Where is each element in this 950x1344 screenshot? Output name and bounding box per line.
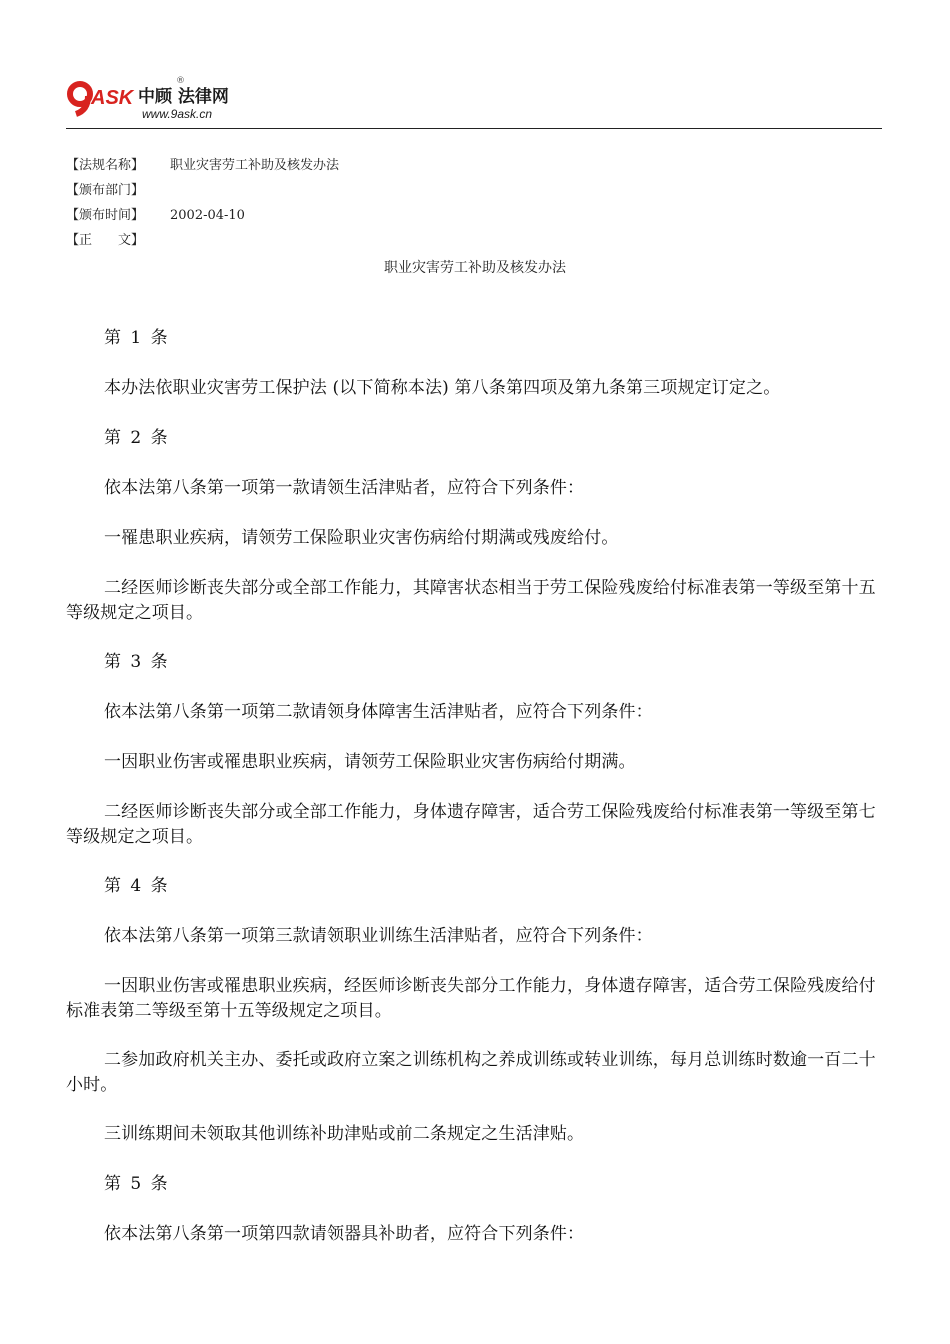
document-title: 职业灾害劳工补助及核发办法 xyxy=(384,260,566,276)
site-logo[interactable] xyxy=(66,70,266,126)
paragraph: 三训练期间未领取其他训练补助津贴或前二条规定之生活津贴。 xyxy=(104,1124,585,1144)
metadata-key: 【颁布部门】 xyxy=(66,183,145,198)
svg-text:www.9ask.cn: www.9ask.cn xyxy=(142,107,213,121)
article-heading: 第 4 条 xyxy=(104,876,168,896)
metadata-row xyxy=(66,153,339,178)
metadata-value: 2002-04-10 xyxy=(170,208,245,223)
metadata-row xyxy=(66,178,339,203)
metadata-key: 【颁布时间】 xyxy=(66,208,145,223)
svg-text:®: ® xyxy=(176,76,185,86)
paragraph: 一因职业伤害或罹患职业疾病，请领劳工保险职业灾害伤病给付期满。 xyxy=(104,752,636,772)
9ask-logo-icon xyxy=(66,70,266,126)
paragraph: 依本法第八条第一项第二款请领身体障害生活津贴者，应符合下列条件： xyxy=(104,702,653,722)
paragraph: 依本法第八条第一项第三款请领职业训练生活津贴者，应符合下列条件： xyxy=(104,926,653,946)
header-divider xyxy=(66,128,882,129)
article-heading: 第 1 条 xyxy=(104,328,168,348)
metadata-key: 【法规名称】 xyxy=(66,158,145,173)
paragraph: 一罹患职业疾病，请领劳工保险职业灾害伤病给付期满或残废给付。 xyxy=(104,528,619,548)
paragraph: 二参加政府机关主办、委托或政府立案之训练机构之养成训练或转业训练，每月总训练时数逾一百二十小时。 xyxy=(66,1050,876,1095)
paragraph: 依本法第八条第一项第一款请领生活津贴者，应符合下列条件： xyxy=(104,478,585,498)
svg-text:中顾 法律网: 中顾 法律网 xyxy=(138,87,229,107)
paragraph: 二经医师诊断丧失部分或全部工作能力，其障害状态相当于劳工保险残废给付标准表第一等级至第十五等级规定之项目。 xyxy=(66,578,876,623)
paragraph: 本办法依职业灾害劳工保护法 (以下简称本法) 第八条第四项及第九条第三项规定订定之。 xyxy=(104,378,781,398)
paragraph: 依本法第八条第一项第四款请领器具补助者，应符合下列条件： xyxy=(104,1224,585,1244)
article-heading: 第 5 条 xyxy=(104,1174,168,1194)
paragraph: 一因职业伤害或罹患职业疾病，经医师诊断丧失部分工作能力，身体遗存障害，适合劳工保险残废给付标准表第二等级至第十五等级规定之项目。 xyxy=(66,976,876,1021)
paragraph: 二经医师诊断丧失部分或全部工作能力，身体遗存障害，适合劳工保险残废给付标准表第一等级至第七等级规定之项目。 xyxy=(66,802,876,847)
metadata-key: 【正 文】 xyxy=(66,233,145,248)
article-heading: 第 3 条 xyxy=(104,652,168,672)
svg-text:ASK: ASK xyxy=(91,87,134,109)
article-heading: 第 2 条 xyxy=(104,428,168,448)
metadata-row xyxy=(66,228,339,253)
metadata-row xyxy=(66,203,339,228)
law-metadata xyxy=(66,153,339,253)
metadata-value: 职业灾害劳工补助及核发办法 xyxy=(170,158,340,173)
